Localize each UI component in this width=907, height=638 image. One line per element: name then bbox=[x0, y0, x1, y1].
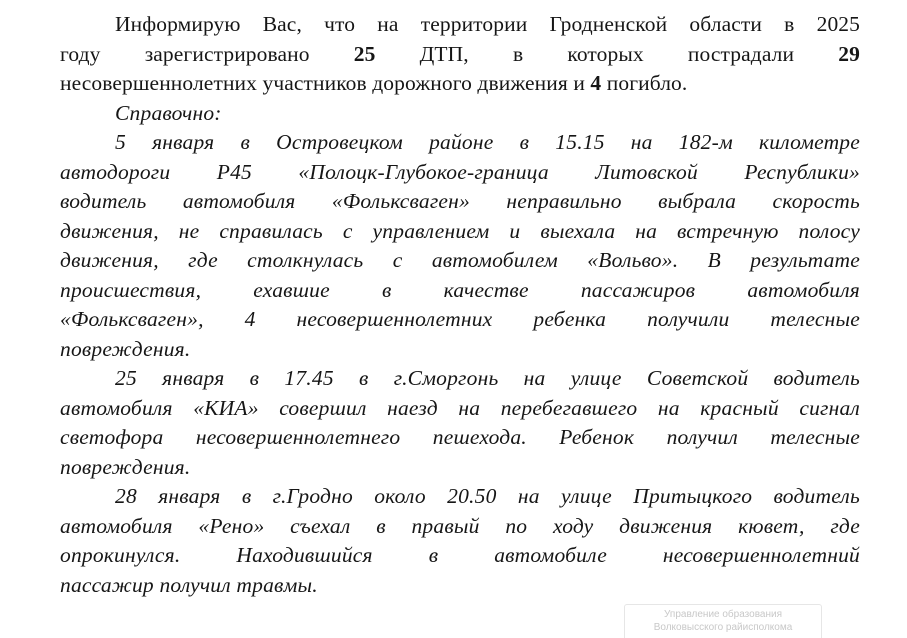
intro-line-1 bbox=[60, 10, 860, 40]
incident-2-line bbox=[60, 453, 860, 483]
reference-label-text: Справочно: bbox=[115, 100, 222, 125]
intro-text: ДТП, в которых пострадали bbox=[375, 41, 839, 66]
incident-1-line bbox=[60, 276, 860, 306]
intro-text: Информирую Вас, что на территории Гродненской области в 2025 bbox=[115, 12, 860, 36]
incident-3-line bbox=[60, 512, 860, 542]
incident-1-line bbox=[60, 305, 860, 335]
incident-text: 28 января в г.Гродно около 20.50 на улице Притыцкого водитель bbox=[115, 484, 860, 508]
intro-line-2 bbox=[60, 40, 860, 70]
registration-stamp bbox=[624, 604, 822, 638]
incident-text: опрокинулся. Находившийся в автомобиле несовершеннолетний bbox=[60, 543, 860, 567]
stamp-line: Волковысского райисполкома bbox=[653, 622, 793, 633]
intro-text: погибло. bbox=[601, 71, 688, 95]
incident-1-line bbox=[60, 217, 860, 247]
injured-count: 29 bbox=[838, 41, 860, 66]
intro-line-3 bbox=[60, 69, 860, 99]
incident-text: автодороги Р45 «Полоцк-Глубокое-граница Литовской Республики» bbox=[60, 159, 860, 184]
incident-text: водитель автомобиля «Фольксваген» неправильно выбрала скорость bbox=[60, 189, 860, 213]
incident-text: «Фольксваген», 4 несовершеннолетних ребенка получили телесные bbox=[60, 307, 860, 331]
incident-1-line bbox=[60, 158, 860, 188]
document-body bbox=[60, 10, 860, 600]
incident-text: светофора несовершеннолетнего пешехода. Ребенок получил телесные bbox=[60, 425, 860, 449]
fatality-count: 4 bbox=[590, 71, 602, 95]
incident-text: 5 января в Островецком районе в 15.15 на 182-м километре bbox=[115, 130, 860, 154]
incident-2-line bbox=[60, 394, 860, 424]
incident-1-line bbox=[60, 335, 860, 365]
incident-text: автомобиля «КИА» совершил наезд на перебегавшего на красный сигнал bbox=[60, 395, 860, 420]
incident-text: происшествия, ехавшие в качестве пассажиров автомобиля bbox=[60, 277, 860, 302]
intro-text: году зарегистрировано bbox=[60, 41, 354, 66]
incident-3-line bbox=[60, 541, 860, 571]
accident-count: 25 bbox=[353, 41, 376, 66]
incident-2-line bbox=[60, 423, 860, 453]
reference-label bbox=[60, 99, 860, 129]
intro-text: несовершеннолетних участников дорожного движения и bbox=[60, 71, 591, 95]
stamp-line: Управление образования bbox=[664, 609, 782, 620]
incident-text: движения, не справилась с управлением и выехала на встречную полосу bbox=[60, 218, 860, 243]
incident-1-line bbox=[60, 187, 860, 217]
incident-3-line bbox=[60, 571, 860, 601]
incident-text: повреждения. bbox=[60, 454, 191, 479]
incident-3-line bbox=[60, 482, 860, 512]
incident-text: повреждения. bbox=[60, 336, 191, 361]
incident-text: автомобиля «Рено» съехал в правый по ходу движения кювет, где bbox=[60, 513, 860, 538]
incident-1-line bbox=[60, 246, 860, 276]
incident-2-line bbox=[60, 364, 860, 394]
incident-1-line bbox=[60, 128, 860, 158]
incident-text: пассажир получил травмы. bbox=[60, 572, 318, 597]
incident-text: 25 января в 17.45 в г.Сморгонь на улице Советской водитель bbox=[115, 366, 860, 390]
incident-text: движения, где столкнулась с автомобилем «Вольво». В результате bbox=[60, 248, 860, 272]
